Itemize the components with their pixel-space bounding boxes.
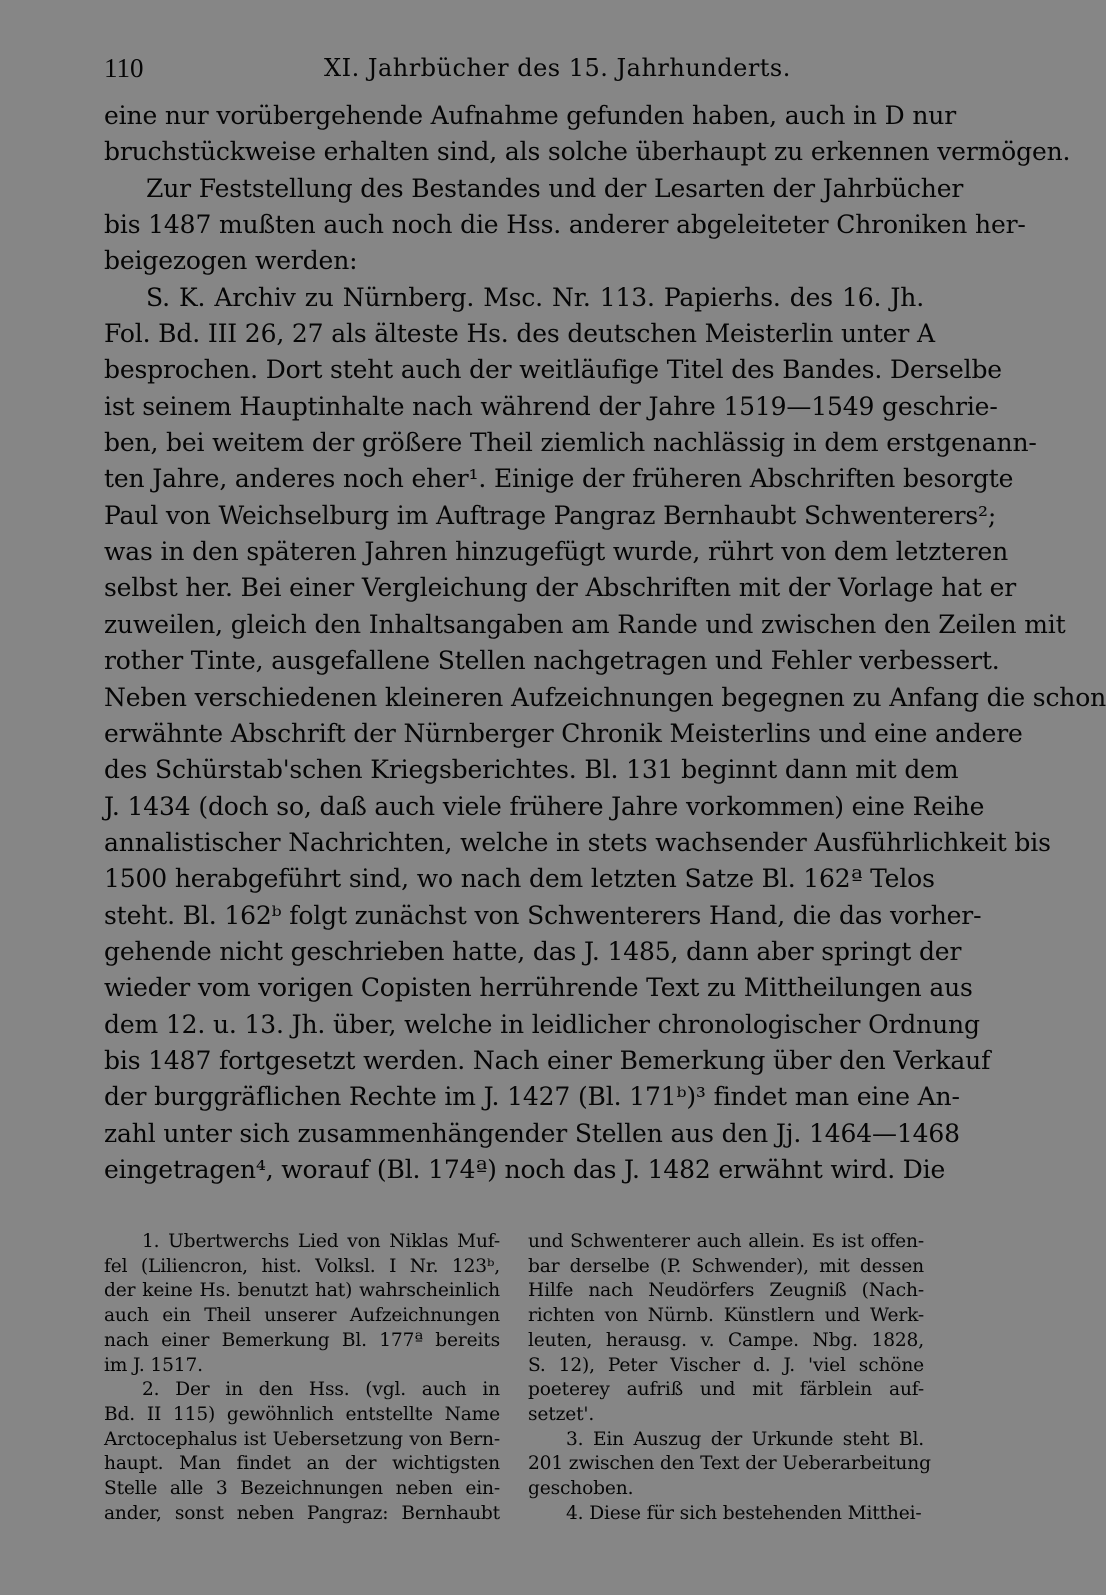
text-line: Paul von Weichselburg im Auftrage Pangraz Bernhaubt Schwenterers²; xyxy=(104,500,997,530)
text-line: eine nur vorübergehende Aufnahme gefunden haben, auch in D nur xyxy=(104,101,957,130)
text-line: selbst her. Bei einer Vergleichung der Abschriften mit der Vorlage hat er xyxy=(104,573,1017,603)
text-line: 1500 herabgeführt sind, wo nach dem letzten Satze Bl. 162ª Telos xyxy=(104,864,935,894)
footnote-line: 4. Diese für sich bestehenden Mitthei- xyxy=(566,1502,922,1524)
text-line: steht. Bl. 162ᵇ folgt zunächst von Schwenterers Hand, die das vorher- xyxy=(104,900,982,930)
text-line: dem 12. u. 13. Jh. über, welche in leidlicher chronologischer Ordnung xyxy=(104,1009,980,1039)
footnotes-left-column xyxy=(104,1230,500,1526)
footnotes-right-column xyxy=(528,1230,931,1526)
book-page xyxy=(104,44,1106,1188)
text-line: beigezogen werden: xyxy=(104,246,358,276)
footnote-line: geschoben. xyxy=(528,1478,634,1500)
footnote-line: Hilfe nach Neudörfers Zeugniß (Nach- xyxy=(528,1280,924,1302)
main-text xyxy=(104,98,1106,1188)
text-line: J. 1434 (doch so, daß auch viele frühere Jahre vorkommen) eine Reihe xyxy=(104,791,985,821)
footnote-line: S. 12), Peter Vischer d. J. 'viel schöne xyxy=(528,1354,924,1376)
footnote-line: ander, sonst neben Pangraz: Bernhaubt xyxy=(104,1502,500,1524)
footnote-line: der keine Hs. benutzt hat) wahrscheinlich xyxy=(104,1280,500,1302)
text-line: rother Tinte, ausgefallene Stellen nachgetragen und Fehler verbessert. xyxy=(104,646,1000,676)
text-line: wieder vom vorigen Copisten herrührende Text zu Mittheilungen aus xyxy=(104,973,973,1003)
text-line: gehende nicht geschrieben hatte, das J. 1485, dann aber springt der xyxy=(104,936,962,966)
footnote-line: Bd. II 115) gewöhnlich entstellte Name xyxy=(104,1403,500,1425)
text-line: S. K. Archiv zu Nürnberg. Msc. Nr. 113. Papierhs. des 16. Jh. xyxy=(146,282,924,312)
text-line: was in den späteren Jahren hinzugefügt wurde, rührt von dem letzteren xyxy=(104,537,1009,567)
text-line: bis 1487 mußten auch noch die Hss. anderer abgeleiteter Chroniken her- xyxy=(104,210,1026,240)
text-line: ten Jahre, anderes noch eher¹. Einige der früheren Abschriften besorgte xyxy=(104,464,1014,494)
text-line: der burggräflichen Rechte im J. 1427 (Bl. 171ᵇ)³ findet man eine An- xyxy=(104,1082,960,1112)
footnote-line: richten von Nürnb. Künstlern und Werk- xyxy=(528,1305,924,1327)
text-line: zahl unter sich zusammenhängender Stellen aus den Jj. 1464—1468 xyxy=(104,1118,960,1148)
footnote-line: Arctocephalus ist Uebersetzung von Bern- xyxy=(104,1428,500,1450)
text-line: eingetragen⁴, worauf (Bl. 174ª) noch das J. 1482 erwähnt wird. Die xyxy=(104,1154,946,1184)
text-line: Zur Feststellung des Bestandes und der Lesarten der Jahrbücher xyxy=(146,173,964,203)
page-header xyxy=(104,44,924,92)
running-head: XI. Jahrbücher des 15. Jahrhunderts. xyxy=(324,54,791,82)
footnote-line: im J. 1517. xyxy=(104,1354,203,1376)
text-line: ist seinem Hauptinhalte nach während der Jahre 1519—1549 geschrie- xyxy=(104,391,998,421)
footnote-line: fel (Liliencron, hist. Volksl. I Nr. 123ᵇ, xyxy=(104,1255,500,1277)
footnote-line: 1. Ubertwerchs Lied von Niklas Muf- xyxy=(142,1231,500,1252)
footnotes xyxy=(104,1230,931,1526)
text-line: bis 1487 fortgesetzt werden. Nach einer Bemerkung über den Verkauf xyxy=(104,1045,991,1075)
text-line: annalistischer Nachrichten, welche in stets wachsender Ausführlichkeit bis xyxy=(104,827,1051,857)
text-line: zuweilen, gleich den Inhaltsangaben am Rande und zwischen den Zeilen mit xyxy=(104,609,1066,639)
text-line: Neben verschiedenen kleineren Aufzeichnungen begegnen zu Anfang die schon xyxy=(104,682,1106,712)
footnote-line: 2. Der in den Hss. (vgl. auch in xyxy=(142,1379,500,1401)
footnote-line: Stelle alle 3 Bezeichnungen neben ein- xyxy=(104,1478,500,1500)
page-number: 110 xyxy=(104,53,144,83)
text-line: besprochen. Dort steht auch der weitläufige Titel des Bandes. Derselbe xyxy=(104,355,1002,385)
footnote-line: nach einer Bemerkung Bl. 177ª bereits xyxy=(104,1329,500,1351)
footnote-line: haupt. Man findet an der wichtigsten xyxy=(104,1453,500,1475)
text-line: bruchstückweise erhalten sind, als solche überhaupt zu erkennen vermögen. xyxy=(104,137,1071,167)
footnote-line: auch ein Theil unserer Aufzeichnungen xyxy=(104,1305,500,1327)
text-line: Fol. Bd. III 26, 27 als älteste Hs. des deutschen Meisterlin unter A xyxy=(104,319,935,349)
footnote-line: und Schwenterer auch allein. Es ist offen- xyxy=(528,1231,924,1252)
footnote-line: poeterey aufriß und mit färblein auf- xyxy=(528,1379,924,1401)
text-line: erwähnte Abschrift der Nürnberger Chronik Meisterlins und eine andere xyxy=(104,718,1023,748)
text-line: des Schürstab'schen Kriegsberichtes. Bl. 131 beginnt dann mit dem xyxy=(104,755,959,785)
footnote-line: bar derselbe (P. Schwender), mit dessen xyxy=(528,1255,924,1277)
footnote-line: setzet'. xyxy=(528,1403,595,1425)
footnote-line: leuten, herausg. v. Campe. Nbg. 1828, xyxy=(528,1329,924,1351)
footnote-line: 3. Ein Auszug der Urkunde steht Bl. xyxy=(566,1428,924,1450)
text-line: ben, bei weitem der größere Theil ziemlich nachlässig in dem erstgenann- xyxy=(104,428,1037,458)
footnote-line: 201 zwischen den Text der Ueberarbeitung xyxy=(528,1453,931,1475)
